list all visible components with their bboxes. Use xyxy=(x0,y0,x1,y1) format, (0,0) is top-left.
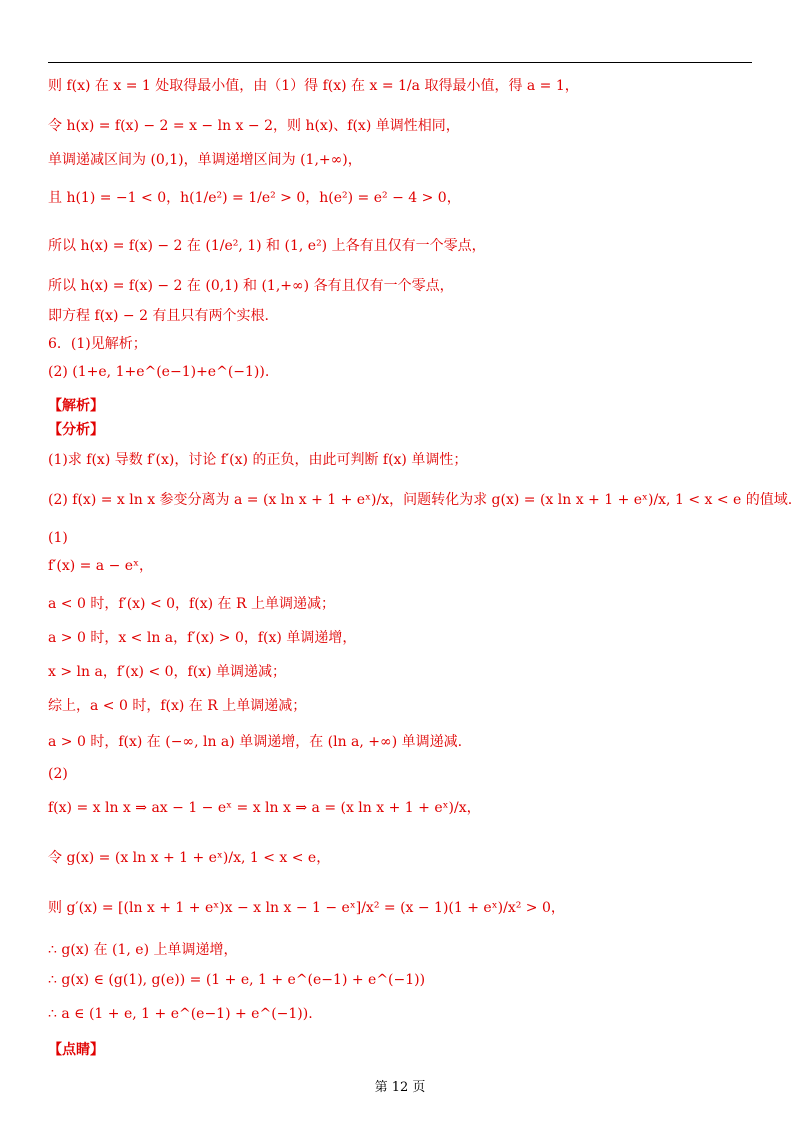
text-line: 单调递减区间为 (0,1)，单调递增区间为 (1,+∞)， xyxy=(48,152,362,168)
text-line: 且 h(1) = −1 < 0，h(1/e²) = 1/e² > 0，h(e²) = e² − 4 > 0， xyxy=(48,190,461,206)
section-heading: 【分析】 xyxy=(48,422,104,438)
page-number: 第 12 页 xyxy=(374,1080,426,1095)
section-heading: 【点睛】 xyxy=(48,1042,104,1058)
text-line: 则 f(x) 在 x = 1 处取得最小值，由（1）得 f(x) 在 x = 1/a 取得最小值，得 a = 1， xyxy=(48,78,579,94)
text-line: 则 g′(x) = [(ln x + 1 + eˣ)x − x ln x − 1 − eˣ]/x² = (x − 1)(1 + eˣ)/x² > 0， xyxy=(48,900,565,916)
text-line: ∴ g(x) 在 (1, e) 上单调递增， xyxy=(48,942,238,958)
text-line: (2) xyxy=(48,766,68,782)
text-line: (1)求 f(x) 导数 f′(x)，讨论 f′(x) 的正负，由此可判断 f(x) 单调性； xyxy=(48,452,468,468)
text-line: f(x) = x ln x ⇒ ax − 1 − eˣ = x ln x ⇒ a = (x ln x + 1 + eˣ)/x， xyxy=(48,800,481,816)
text-line: 所以 h(x) = f(x) − 2 在 (0,1) 和 (1,+∞) 各有且仅有一个零点， xyxy=(48,278,454,294)
text-line: (2) (1+e, 1+e^(e−1)+e^(−1)). xyxy=(48,364,270,380)
text-line: f′(x) = a − eˣ， xyxy=(48,558,154,574)
text-line: 即方程 f(x) − 2 有且只有两个实根. xyxy=(48,308,269,324)
text-line: ∴ a ∈ (1 + e, 1 + e^(e−1) + e^(−1)). xyxy=(48,1006,313,1022)
text-line: (2) f(x) = x ln x 参变分离为 a = (x ln x + 1 + eˣ)/x，问题转化为求 g(x) = (x ln x + 1 + eˣ)/x, 1 < x < e 的值域. xyxy=(48,492,793,508)
text-line: x > ln a，f′(x) < 0，f(x) 单调递减； xyxy=(48,664,286,680)
text-line: a < 0 时，f′(x) < 0，f(x) 在 R 上单调递减； xyxy=(48,596,335,612)
text-line: 所以 h(x) = f(x) − 2 在 (1/e², 1) 和 (1, e²) 上各有且仅有一个零点， xyxy=(48,238,486,254)
text-line: ∴ g(x) ∈ (g(1), g(e)) = (1 + e, 1 + e^(e−1) + e^(−1)) xyxy=(48,972,426,988)
text-line: 令 g(x) = (x ln x + 1 + eˣ)/x, 1 < x < e， xyxy=(48,850,331,866)
text-line: 综上，a < 0 时，f(x) 在 R 上单调递减； xyxy=(48,698,307,714)
text-line: 6．(1)见解析； xyxy=(48,336,147,352)
text-line: (1) xyxy=(48,530,68,546)
header-rule xyxy=(48,62,752,63)
text-line: a > 0 时，x < ln a，f′(x) > 0，f(x) 单调递增， xyxy=(48,630,357,646)
text-line: 令 h(x) = f(x) − 2 = x − ln x − 2，则 h(x)、f(x) 单调性相同， xyxy=(48,118,460,134)
section-heading: 【解析】 xyxy=(48,398,104,414)
text-line: a > 0 时，f(x) 在 (−∞, ln a) 单调递增，在 (ln a, +∞) 单调递减. xyxy=(48,734,463,750)
